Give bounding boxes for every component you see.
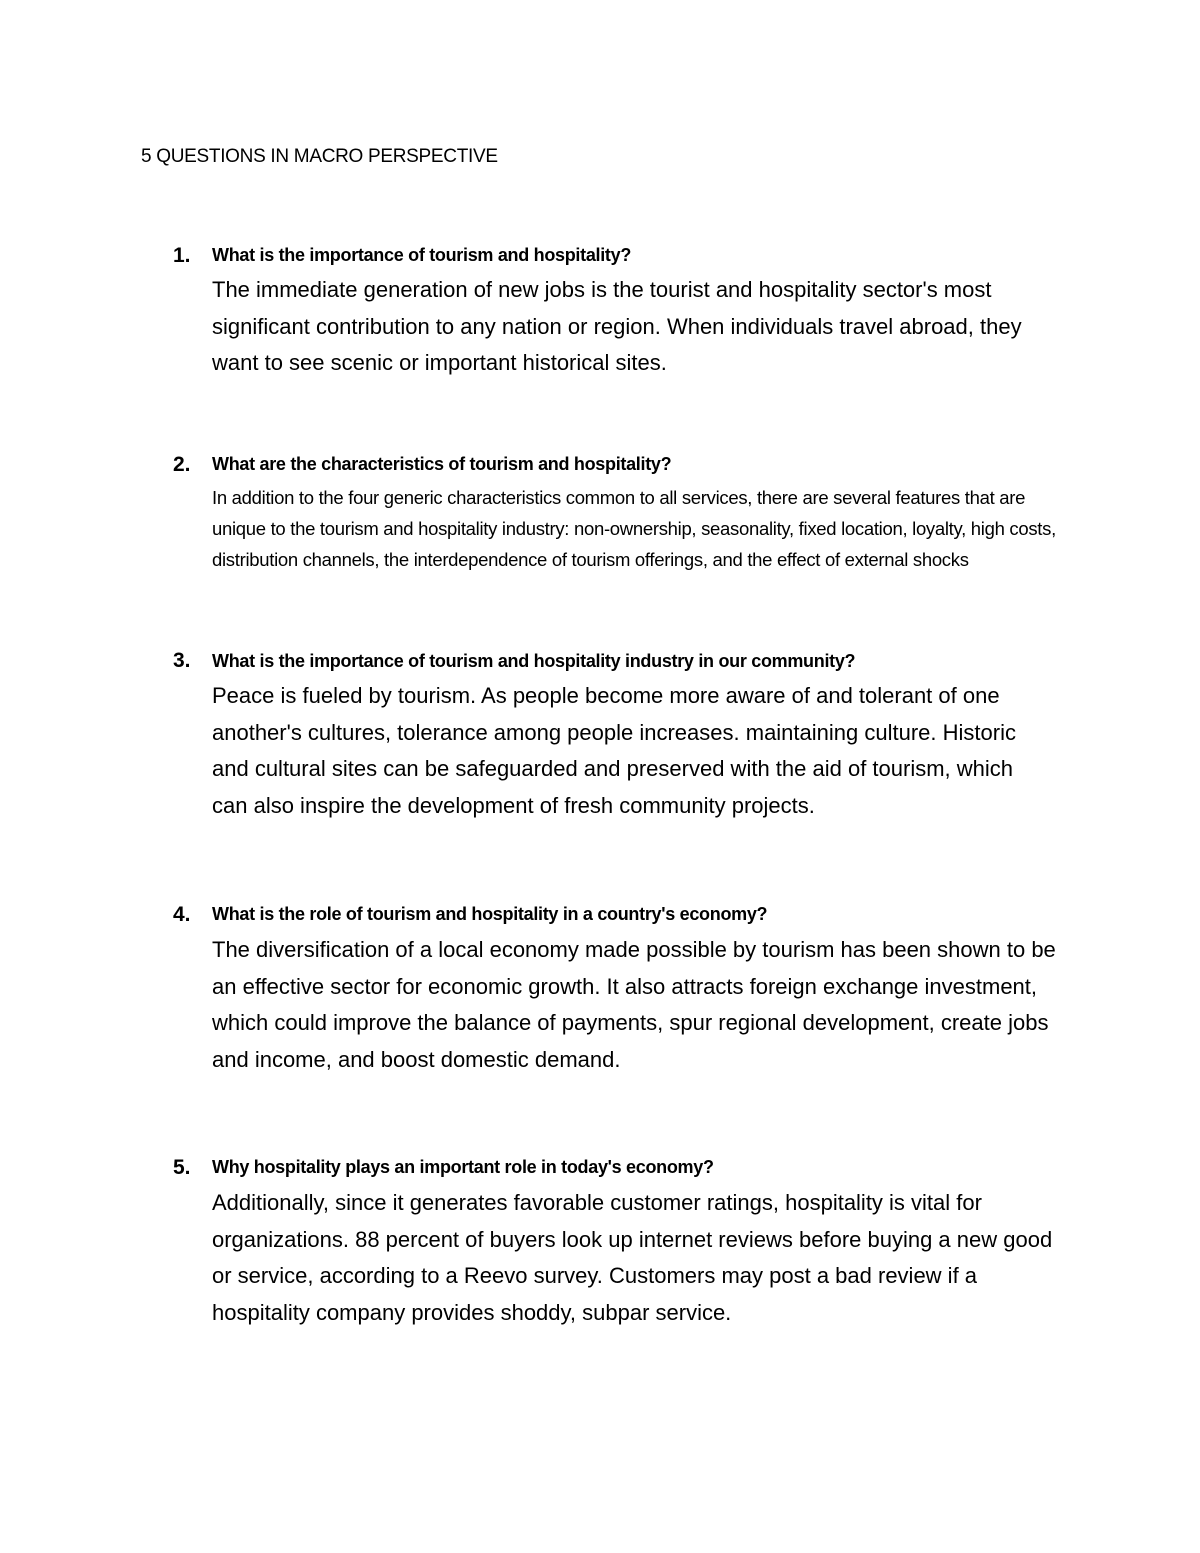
question-number: 2.	[173, 453, 191, 476]
question-number: 4.	[173, 903, 191, 926]
answer-text: In addition to the four generic characteristics common to all services, there are several features that are unique to the tourism and hospitality industry: non-ownership, seasonality, fixed location, loyalty, high costs, distribution channels, the interdependence of tourism offerings, and the effect of external shocks	[212, 487, 1056, 570]
question-number: 3.	[173, 649, 191, 672]
question-text: Why hospitality plays an important role in today's economy?	[212, 1157, 714, 1177]
answer-text: Additionally, since it generates favorable customer ratings, hospitality is vital for organizations. 88 percent of buyers look up internet reviews before buying a new good or service, according to a Reevo survey. Customers may post a bad review if a hospitality company provides shoddy, subpar service.	[212, 1190, 1053, 1325]
answer-text: The diversification of a local economy made possible by tourism has been shown to be an effective sector for economic growth. It also attracts foreign exchange investment, which could improve the balance of payments, spur regional development, create jobs and income, and boost domestic demand.	[212, 937, 1056, 1072]
question-text: What is the role of tourism and hospitality in a country's economy?	[212, 904, 768, 924]
question-number: 5.	[173, 1156, 191, 1179]
question-text: What are the characteristics of tourism and hospitality?	[212, 454, 672, 474]
question-number: 1.	[173, 244, 191, 267]
question-text: What is the importance of tourism and hospitality industry in our community?	[212, 651, 856, 671]
answer-text: The immediate generation of new jobs is the tourist and hospitality sector's most significant contribution to any nation or region. When individuals travel abroad, they want to see scenic or important historical sites.	[212, 277, 1022, 375]
question-text: What is the importance of tourism and hospitality?	[212, 245, 632, 265]
page-title: 5 QUESTIONS IN MACRO PERSPECTIVE	[141, 146, 498, 167]
answer-text: Peace is fueled by tourism. As people become more aware of and tolerant of one another's cultures, tolerance among people increases. maintaining culture. Historic and cultural sites can be safeguarded and preserved with the aid of tourism, which can also inspire the development of fresh community projects.	[212, 683, 1016, 818]
